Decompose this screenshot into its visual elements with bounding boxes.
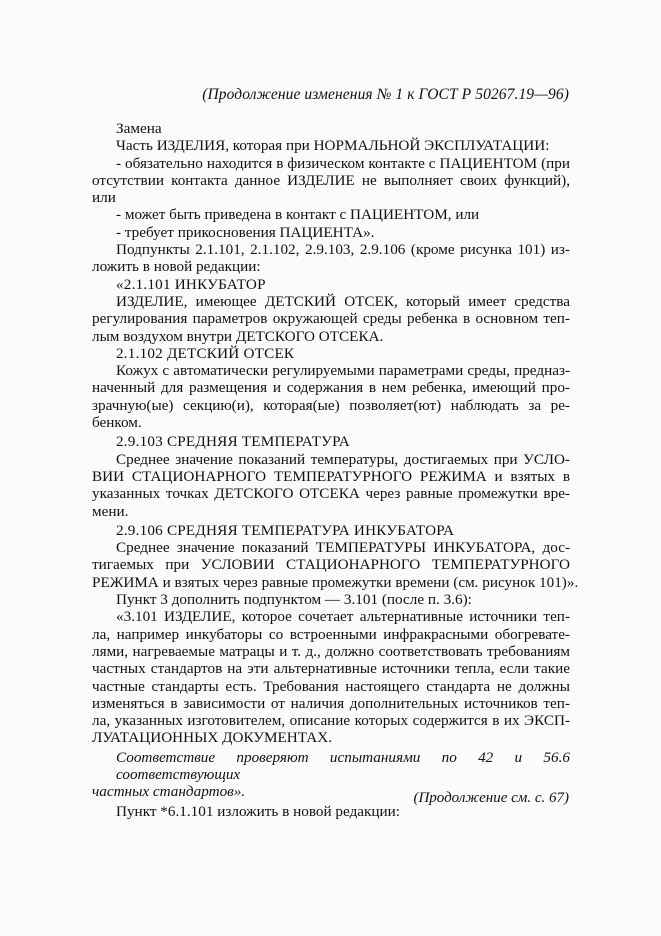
page-header: (Продолжение изменения № 1 к ГОСТ Р 50267.19—96) bbox=[202, 86, 569, 103]
text-line: - может быть приведена в контакт с ПАЦИЕНТОМ, или bbox=[116, 206, 480, 224]
text-line: ВИИ СТАЦИОНАРНОГО ТЕМПЕРАТУРНОГО РЕЖИМА и взятых в bbox=[92, 467, 570, 485]
text-line: бенком. bbox=[92, 414, 142, 432]
text-line: Среднее значение показаний температуры, достигаемых при УСЛО- bbox=[116, 450, 570, 468]
text-line: мени. bbox=[92, 502, 129, 520]
text-line: лым воздухом внутри ДЕТСКОГО ОТСЕКА. bbox=[92, 327, 384, 345]
text-line: ла, например инкубаторы со встроенными инфракрасными обогревате- bbox=[92, 625, 570, 643]
text-line: ла, указанных изготовителем, описание которых содержится в их ЭКСП- bbox=[92, 712, 570, 730]
text-line: - требует прикосновения ПАЦИЕНТА». bbox=[116, 223, 375, 241]
text-line: Замена bbox=[116, 120, 162, 137]
text-line: или bbox=[92, 189, 116, 207]
text-line: Среднее значение показаний ТЕМПЕРАТУРЫ ИНКУБАТОРА, дос- bbox=[116, 539, 570, 557]
text-line: Часть ИЗДЕЛИЯ, которая при НОРМАЛЬНОЙ ЭКСПЛУАТАЦИИ: bbox=[116, 137, 550, 155]
text-line: наченный для размещения и содержания в нем ребенка, имеющий про- bbox=[92, 379, 570, 397]
page-footer: (Продолжение см. с. 67) bbox=[413, 790, 569, 806]
text-line: изменяться в зависимости от наличия дополнительных источников теп- bbox=[92, 694, 570, 712]
section-heading: 2.9.106 СРЕДНЯЯ ТЕМПЕРАТУРА ИНКУБАТОРА bbox=[116, 521, 455, 539]
section-heading: «2.1.101 ИНКУБАТОР bbox=[116, 275, 266, 293]
text-line: Пункт 3 дополнить подпунктом — 3.101 (после п. 3.6): bbox=[116, 591, 472, 609]
text-line: зрачную(ые) секцию(и), которая(ые) позволяет(ют) наблюдать за ре- bbox=[92, 396, 570, 414]
text-line: - обязательно находится в физическом контакте с ПАЦИЕНТОМ (при bbox=[116, 154, 570, 172]
italic-note: частных стандартов». bbox=[92, 783, 246, 801]
text-line: РЕЖИМА и взятых через равные промежутки времени (см. рисунок 101)». bbox=[92, 573, 579, 591]
text-line: ИЗДЕЛИЕ, имеющее ДЕТСКИЙ ОТСЕК, который имеет средства bbox=[116, 292, 570, 310]
text-line: Кожух с автоматически регулируемыми параметрами среды, предназ- bbox=[116, 362, 570, 380]
text-line: тигаемых при УСЛОВИИ СТАЦИОНАРНОГО ТЕМПЕРАТУРНОГО bbox=[92, 556, 570, 574]
text-line: указанных точках ДЕТСКОГО ОТСЕКА через равные промежутки вре- bbox=[92, 485, 570, 503]
italic-note: Соответствие проверяют испытаниями по 42 и 56.6 соответствующих bbox=[116, 748, 570, 783]
text-line: «3.101 ИЗДЕЛИЕ, которое сочетает альтернативные источники теп- bbox=[116, 608, 570, 626]
document-body bbox=[92, 120, 579, 820]
text-line: ложить в новой редакции: bbox=[92, 258, 261, 276]
text-line: ЛУАТАЦИОННЫХ ДОКУМЕНТАХ. bbox=[92, 729, 333, 747]
text-line: лями, нагреваемые матрацы и т. д., должно соответствовать требованиям bbox=[92, 642, 570, 660]
section-heading: 2.1.102 ДЕТСКИЙ ОТСЕК bbox=[116, 344, 295, 362]
text-line: частные стандарты есть. Требования настоящего стандарта не должны bbox=[92, 677, 570, 695]
text-line: Подпункты 2.1.101, 2.1.102, 2.9.103, 2.9.106 (кроме рисунка 101) из- bbox=[116, 241, 570, 259]
section-heading: 2.9.103 СРЕДНЯЯ ТЕМПЕРАТУРА bbox=[116, 433, 350, 451]
text-line: отсутствии контакта данное ИЗДЕЛИЕ не выполняет своих функций), bbox=[92, 171, 570, 189]
text-line: частных стандартов на эти альтернативные источники тепла, если такие bbox=[92, 660, 570, 678]
text-line: Пункт *6.1.101 изложить в новой редакции: bbox=[116, 802, 401, 820]
text-line: регулирования параметров окружающей среды ребенка в основном теп- bbox=[92, 310, 570, 328]
